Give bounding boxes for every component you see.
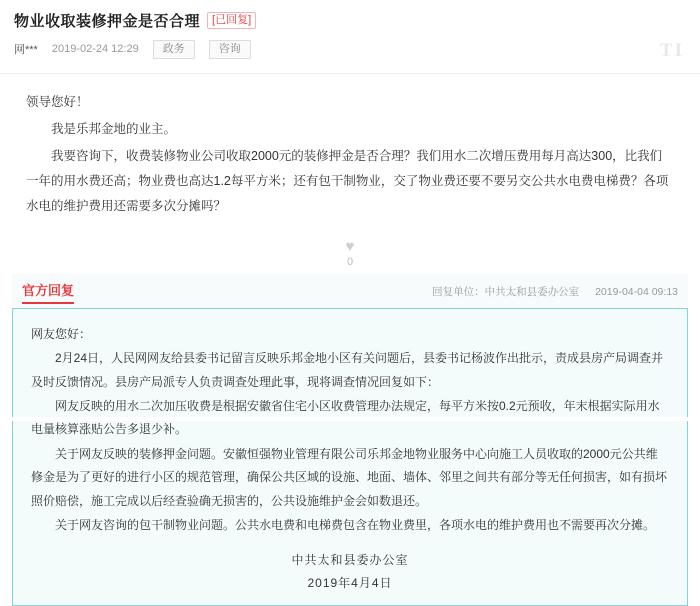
- watermark-logo: TI: [659, 40, 684, 61]
- reply-salutation: 网友您好：: [31, 326, 92, 341]
- heart-icon[interactable]: ♥: [345, 237, 355, 255]
- reply-paragraph-4: 关于网友咨询的包干制物业问题。公共水电费和电梯费包含在物业费里，各项水电的维护费用也不需要再次分摊。: [55, 517, 656, 532]
- post-meta: [14, 40, 686, 59]
- question-salutation: 领导您好！: [26, 94, 89, 109]
- bottom-spacer: [0, 417, 700, 421]
- signature-date: 2019年4月4日: [307, 576, 393, 591]
- status-badge: [已回复]: [207, 12, 256, 28]
- question-paragraph-1: 我是乐邦金地的业主。: [51, 121, 177, 136]
- question-paragraph-2: 我要咨询下，收费装修物业公司收取2000元的装修押金是否合理？我们用水二次增压费用每月高达300，比我们一年的用水费还高；物业费也高达1.2每平方米；还有包干制物业，交了物业费还要不要另交公共水电费电梯费？各项水电的维护费用还需要多次分摊吗？: [26, 148, 669, 213]
- reply-paragraph-1: 2月24日，人民网网友给县委书记留言反映乐邦金地小区有关问题后，县委书记杨波作出批示，责成县房产局调查并及时反馈情况。县房产局派专人负责调查处理此事，现将调查情况回复如下：: [31, 351, 664, 389]
- page-title: 物业收取装修押金是否合理: [14, 13, 201, 30]
- like-row[interactable]: [0, 239, 700, 268]
- reply-header: [12, 274, 688, 308]
- reply-card: [12, 308, 688, 606]
- signature-org: 中共太和县委办公室: [291, 553, 409, 568]
- post-header: [0, 0, 700, 65]
- reply-title: 官方回复: [22, 280, 74, 304]
- reply-org: 回复单位：中共太和县委办公室: [432, 286, 580, 299]
- reply-paragraph-3: 关于网友反映的装修押金问题。安徽恒强物业管理有限公司乐邦金地物业服务中心向施工人员收取的2000元公共维修金是为了更好的进行小区的规范管理，确保公共区域的设施、地面、墙体、邻里之间共有部分等无任何损害，如有损坏照价赔偿，施工完成以后经查验确无损害的，公共设施维护金会如数退还。: [31, 446, 668, 508]
- like-count: 0: [346, 255, 354, 268]
- reply-paragraph-2: 网友反映的用水二次加压收费是根据安徽省住宅小区收费管理办法规定，每平方米按0.2元预收，年末根据实际用水电量核算涨贴公告多退少补。: [31, 399, 660, 437]
- tag-consult[interactable]: 咨询: [209, 40, 251, 59]
- reply-date: 2019-04-04 09:13: [595, 285, 678, 298]
- reply-signature: [31, 549, 669, 595]
- post-date: 2019-02-24 12:29: [51, 43, 139, 56]
- official-reply-section: [12, 274, 688, 606]
- tag-government[interactable]: 政务: [153, 40, 195, 59]
- question-body: [0, 74, 700, 227]
- author-name: 网***: [14, 44, 38, 57]
- title-row: [14, 10, 686, 31]
- reply-meta: [432, 284, 678, 299]
